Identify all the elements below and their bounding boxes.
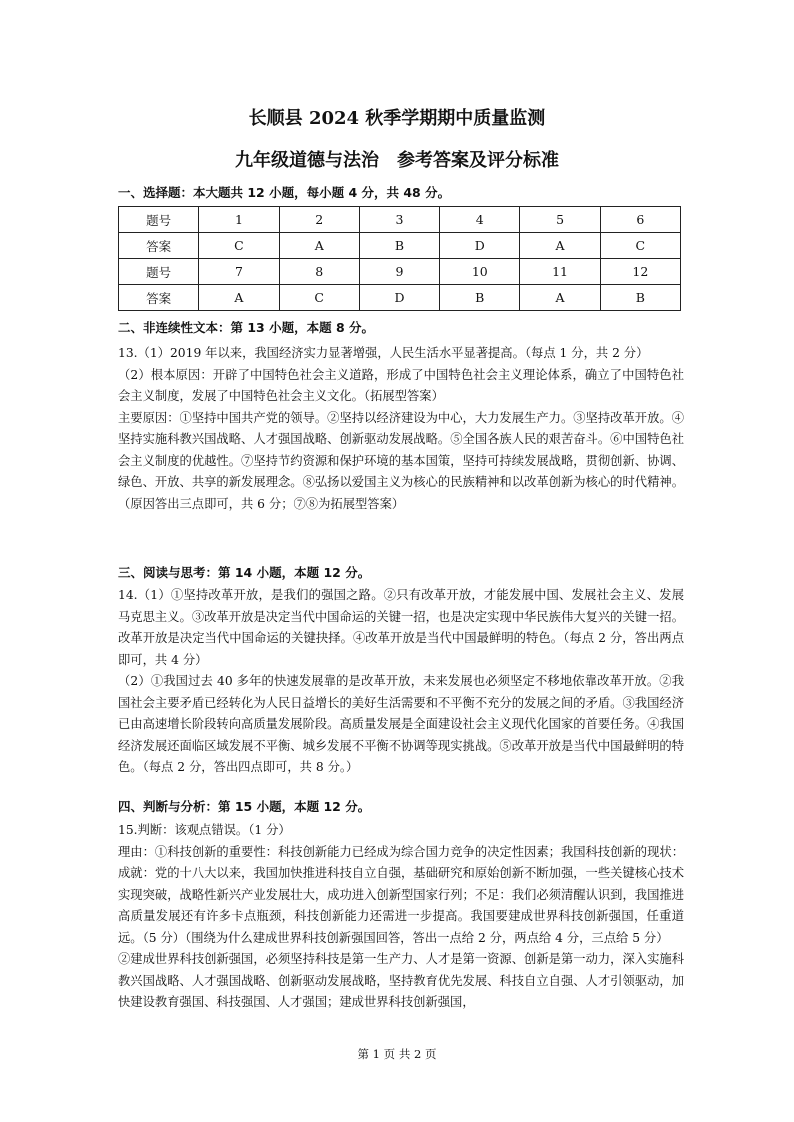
table-row: [119, 285, 681, 311]
table-cell: A: [520, 233, 600, 259]
document-title: 长顺县 2024 秋季学期期中质量监测: [248, 108, 546, 129]
table-cell: 答案: [119, 285, 199, 311]
question-13-answer: [118, 343, 684, 515]
answer-paragraph: 13.（1）2019 年以来，我国经济实力显著增强，人民生活水平显著提高。（每点 1 分，共 2 分）: [118, 346, 649, 360]
table-row: [119, 207, 681, 233]
table-cell: D: [440, 233, 520, 259]
answer-paragraph: （2）根本原因：开辟了中国特色社会主义道路，形成了中国特色社会主义理论体系，确立了中国特色社会主义制度，发展了中国特色社会主义文化。（拓展型答案）: [118, 367, 684, 403]
question-15-answer: [118, 820, 684, 1014]
table-cell: B: [600, 285, 680, 311]
table-cell: 9: [359, 259, 439, 285]
answer-paragraph: 理由：①科技创新的重要性：科技创新能力已经成为综合国力竞争的决定性因素；我国科技创新的现状：成就：党的十八大以来，我国加快推进科技自立自强，基础研究和原始创新不断加强，一些关键核心技术实现突破，战略性新兴产业发展壮大，成功进入创新型国家行列；不足：我们必须清醒认识到，我国推进高质量发展还有许多卡点瓶颈，科技创新能力还需进一步提高。我国要建成世界科技创新强国，任重道远。（5 分）（围绕为什么建成世界科技创新强国回答，答出一点给 2 分，两点给 4 分，三点给 5 分）: [118, 844, 684, 945]
table-cell: 10: [440, 259, 520, 285]
table-row: [119, 259, 681, 285]
table-cell: D: [359, 285, 439, 311]
table-cell: 6: [600, 207, 680, 233]
table-cell: 题号: [119, 259, 199, 285]
table-cell: A: [279, 233, 359, 259]
table-cell: B: [359, 233, 439, 259]
section-heading-text: 二、非连续性文本：第 13 小题，本题 8 分。: [118, 320, 375, 335]
answer-table: [118, 206, 681, 311]
section-heading-reading: 三、阅读与思考：第 14 小题，本题 12 分。: [118, 565, 371, 580]
answer-paragraph: 15.判断：该观点错误。（1 分）: [118, 823, 291, 837]
table-cell: 7: [199, 259, 279, 285]
table-cell: A: [199, 285, 279, 311]
table-cell: C: [600, 233, 680, 259]
table-row: [119, 233, 681, 259]
answer-paragraph: 14.（1）①坚持改革开放，是我们的强国之路。②只有改革开放，才能发展中国、发展社会主义、发展马克思主义。③改革开放是决定当代中国命运的关键一招，也是决定实现中华民族伟大复兴的关键一招。改革开放是决定当代中国命运的关键抉择。④改革开放是当代中国最鲜明的特色。（每点 2 分，答出两点即可，共 4 分）: [118, 588, 684, 667]
section-heading-judgement: 四、判断与分析：第 15 小题，本题 12 分。: [118, 799, 371, 814]
table-cell: 8: [279, 259, 359, 285]
table-cell: 5: [520, 207, 600, 233]
table-cell: C: [199, 233, 279, 259]
document-subtitle: 九年级道德与法治 参考答案及评分标准: [235, 150, 559, 171]
page-number: 第 1 页 共 2 页: [357, 1047, 437, 1061]
table-cell: 3: [359, 207, 439, 233]
answer-paragraph: 主要原因：①坚持中国共产党的领导。②坚持以经济建设为中心，大力发展生产力。③坚持改革开放。④坚持实施科教兴国战略、人才强国战略、创新驱动发展战略。⑤全国各族人民的艰苦奋斗。⑥中国特色社会主义制度的优越性。⑦坚持节约资源和保护环境的基本国策，坚持可持续发展战略，贯彻创新、协调、绿色、开放、共享的新发展理念。⑧弘扬以爱国主义为核心的民族精神和以改革创新为核心的时代精神。（原因答出三点即可，共 6 分；⑦⑧为拓展型答案）: [118, 410, 684, 511]
answer-paragraph: （2）①我国过去 40 多年的快速发展靠的是改革开放，未来发展也必须坚定不移地依靠改革开放。②我国社会主要矛盾已经转化为人民日益增长的美好生活需要和不平衡不充分的发展之间的矛盾。③我国经济已由高速增长阶段转向高质量发展阶段。高质量发展是全面建设社会主义现代化国家的首要任务。④我国经济发展还面临区域发展不平衡、城乡发展不平衡不协调等现实挑战。⑤改革开放是当代中国最鲜明的特色。（每点 2 分，答出四点即可，共 8 分。）: [118, 674, 684, 774]
table-cell: B: [440, 285, 520, 311]
answer-paragraph: ②建成世界科技创新强国，必须坚持科技是第一生产力、人才是第一资源、创新是第一动力，深入实施科教兴国战略、人才强国战略、创新驱动发展战略，坚持教育优先发展、科技自立自强、人才引领驱动，加快建设教育强国、科技强国、人才强国；建成世界科技创新强国，: [118, 952, 684, 1009]
table-cell: 11: [520, 259, 600, 285]
table-cell: 题号: [119, 207, 199, 233]
table-cell: 4: [440, 207, 520, 233]
question-14-answer: [118, 585, 684, 779]
table-cell: C: [279, 285, 359, 311]
table-cell: 答案: [119, 233, 199, 259]
table-cell: 2: [279, 207, 359, 233]
table-cell: 12: [600, 259, 680, 285]
table-cell: A: [520, 285, 600, 311]
section-heading-choice: 一、选择题：本大题共 12 小题，每小题 4 分，共 48 分。: [118, 185, 451, 200]
table-cell: 1: [199, 207, 279, 233]
